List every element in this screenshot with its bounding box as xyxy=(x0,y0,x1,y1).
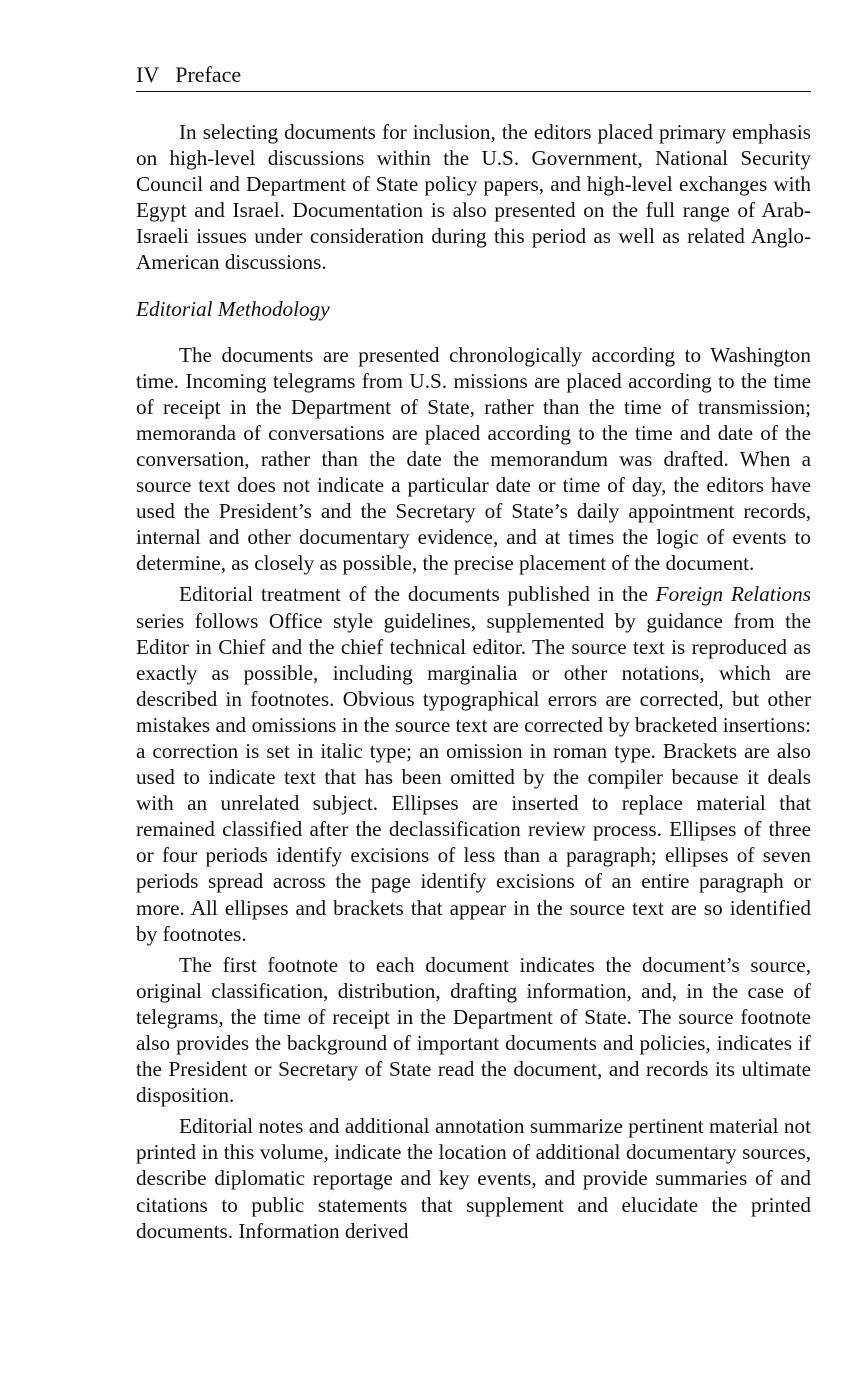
paragraph-editorial-treatment xyxy=(136,581,811,946)
paragraph-text: series follows Office style guidelines, supplemented by guidance from the Editor in Chief and the chief technical editor. The source text is reproduced as exactly as possible, including marginalia or other notations, which are described in footnotes. Obvious typographical errors are corrected, but other mistakes and omissions in the source text are corrected by bracketed insertions: a correction is set in italic type; an omission in roman type. Brackets are also used to indicate text that has been omitted by the compiler because it deals with an unrelated subject. Ellipses are inserted to replace material that remained classified after the declassification review process. Ellipses of three or four periods identify excisions of less than a paragraph; ellipses of seven periods spread across the page identify excisions of an entire paragraph or more. All ellipses and brackets that appear in the source text are so identified by footnotes. xyxy=(136,608,811,946)
paragraph-selection-criteria: In selecting documents for inclusion, the editors placed primary emphasis on high-level discussions within the U.S. Government, National Security Council and Department of State policy papers, and high-level exchanges with Egypt and Israel. Documentation is also presented on the full range of Arab-Israeli issues under consideration during this period as well as related Anglo-American discussions. xyxy=(136,120,811,275)
paragraph-chronology: The documents are presented chronologically according to Washington time. Incoming telegrams from U.S. missions are placed according to the time of receipt in the Department of State, rather than the time of transmission; memoranda of conversations are placed according to the time and date of the conversation, rather than the date the memorandum was drafted. When a source text does not indicate a particular date or time of day, the editors have used the President’s and the Secretary of State’s daily appointment records, internal and other documentary evidence, and at times the logic of events to determine, as closely as possible, the precise placement of the document. xyxy=(136,342,811,576)
running-title: Preface xyxy=(175,62,242,87)
paragraph-text: Editorial treatment of the documents published in the xyxy=(179,582,656,607)
body-text xyxy=(136,119,811,1244)
page-number: IV xyxy=(136,62,160,87)
paragraph-source-footnote: The first footnote to each document indicates the document’s source, original classification, distribution, drafting information, and, in the case of telegrams, the time of receipt in the Department of State. The source footnote also provides the background of important documents and policies, indicates if the President or Secretary of State read the document, and records its ultimate disposition. xyxy=(136,952,811,1108)
series-title: Foreign Relations xyxy=(655,582,811,607)
running-head xyxy=(136,62,811,92)
section-heading: Editorial Methodology xyxy=(136,296,330,321)
paragraph-editorial-notes: Editorial notes and additional annotation summarize pertinent material not printed in this volume, indicate the location of additional documentary sources, describe diplomatic reportage and key events, and provide summaries of and citations to public statements that supplement and elucidate the printed documents. Information derived xyxy=(136,1114,811,1243)
document-page xyxy=(136,62,811,1244)
